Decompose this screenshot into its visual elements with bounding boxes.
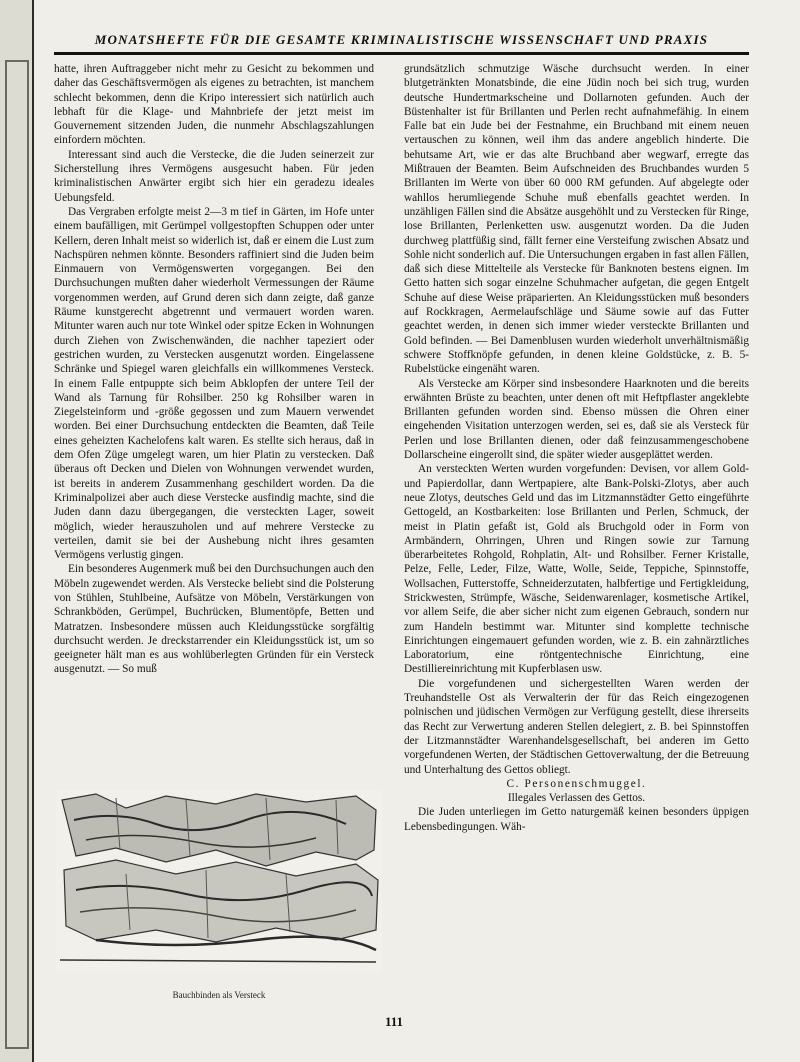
section-subheading: Illegales Verlassen des Gettos. [507, 792, 646, 805]
right-paragraph-4: Die vorgefundenen und sichergestellten Waren werden der Treuhandstelle Ost als Verwalterin der für das Reich eingezogenen polnischen und jüdischen Vermögen zur Verfügung gestellt, diese ihrerseits das Recht zur Verwertung anderen Stellen delegiert, z. B. bei Spinnstoffen der Litzmannstädter Warenhandelsgesellschaft, bei anderen im Getto vorgefundenen Werten, der Städtischen Gettoverwaltung, der die Betreuung und Unterhaltung des Gettos obliegt. [404, 677, 749, 776]
left-paragraph-2: Interessant sind auch die Verstecke, die die Juden seinerzeit zur Sicherstellung ihres Vermögens ausgesucht haben. Für jeden kriminalistischen Anwärter ergibt sich hier ein geradezu ideales Uebungsfeld. [54, 148, 374, 204]
adjacent-page-frame [5, 60, 29, 1049]
right-paragraph-1: grundsätzlich schmutzige Wäsche durchsucht werden. In einer blutgetränkten Monatsbinde, die eine Jüdin noch bei sich trug, wurden deutsche Hundertmarkscheine und Dollarnoten gefunden. Auch der Büstenhalter ist für Brillanten und Perlen recht aufnahmefähig. In einem Falle bat ein Jude bei der Festnahme, ein Bruchband mit einem neuen vertauschen zu können, weil ihm das andere angeblich hinderte. Die behutsame Art, wie er das alte Bruchband aber wegwarf, erregte das Mißtrauen der Beamten. Beim Aufschneiden des Bruchbandes wurden 5 Brillanten im Werte von über 60 000 RM gefunden. Auf abgelegte oder wahllos herumliegende Schuhe muß ebenfalls geachtet werden. In unzähligen Fällen sind die Absätze ausgehöhlt und zu Verstecken für Ringe, lose Brillanten, Perlenketten usw. ausgenutzt worden. Da die Juden durchweg plattfüßig sind, fällt ferner eine Versteifung zwischen Absatz und Sohle nicht sonderlich auf. Die Untersuchungen ergaben in fast allen Fällen, daß sich diese Mittelteile als Verstecke für Banknoten bestens eignen. Im Getto hatten sich sogar einzelne Schuhmacher aufgetan, die gegen Entgelt Schuhe auf diese Weise präparierten. An Kleidungsstücken muß besonders auf Rockkragen, Aermelaufschläge und Säume sowie auf das Futter geachtet werden, in denen sich immer wieder versteckte Brillanten und Gold befinden. — Bei Damenblusen wurden wiederholt unverhältnismäßig schwere Stoffknöpfe gefunden, in denen kleine Goldstücke, z. B. 5-Rubelstücke eingenäht waren. [404, 63, 749, 376]
figure-caption: Bauchbinden als Versteck [172, 990, 266, 1000]
closing-paragraph: Die Juden unterliegen im Getto naturgemäß keinen besonders üppigen Lebensbedingungen. Wäh- [404, 806, 749, 833]
running-header: MONATSHEFTE FÜR DIE GESAMTE KRIMINALISTISCHE WISSENSCHAFT UND PRAXIS [54, 30, 749, 55]
left-paragraph-1: hatte, ihren Auftraggeber nicht mehr zu Gesicht zu bekommen und daher das Geschäftsvermögen als eigenes zu betrachten, ist manchem schlecht bekommen, denn die Kripo interessiert sich natürlich auch lebhaft für die Klage- und Mahnbriefe der jetzt meist im Gouvernement sitzenden Juden, die nunmehr Abschlagszahlungen einfordern möchten. [54, 63, 374, 147]
left-paragraph-3: Das Vergraben erfolgte meist 2—3 m tief in Gärten, im Hofe unter einem baufälligen, mit Gerümpel vollgestopften Schuppen oder unter Kellern, deren Inhalt meist so widerlich ist, daß er einem die Lust zum Nachspüren nehmen könnte. Besonders raffiniert sind die Juden beim Einmauern von Vermögenswerten vorgegangen. Bei den Durchsuchungen mußten daher wiederholt Vermessungen der Räume vorgenommen werden, auf Grund deren sich dann zeigte, daß ganze Räume kunstgerecht abgetrennt und vermauert worden waren. Mitunter waren auch nur tote Winkel oder spitze Ecken in Wohnungen durch Ziehen von Zwischenwänden, die nachher tapeziert oder gestrichen wurden, zu Verstecken ausgenutzt worden. Eingelassene Schränke und Spiegel waren gleichfalls ein willkommenes Versteck. In einem Falle entpuppte sich beim Abklopfen der untere Teil der Wand als Tarnung für Rohsilber. 250 kg Rohsilber waren in Ziegelsteinform und -größe gegossen und zum Mauern verwendet worden. Bei einer Durchsuchung entdeckten die Beamten, daß Teile eines geheizten Kachelofens kalt waren. Es stellte sich heraus, daß in dem Ofen Züge umgelegt waren, um hier Platin zu verstecken. Daß überaus oft Decken und Dielen von Wohnungen verwendet wurden, ist bereits in anderem Zusammenhang geschildert worden. Da die Kriminalpolizei aber auch diese Verstecke ausfindig machte, sind die Juden dann dazu übergegangen, die versteckten Lager, soweit möglich, wieder herauszuholen und auf mehrere Verstecke zu verteilen, damit sie bei der Aushebung nicht ihres gesamten Vermögens verlustig gingen. [54, 205, 374, 562]
bandages-photo [56, 790, 382, 972]
section-heading: C. Personenschmuggel. [506, 777, 647, 790]
page-number: 111 [384, 1014, 404, 1029]
journal-page [34, 0, 800, 1062]
right-paragraph-3: An versteckten Werten wurden vorgefunden: Devisen, vor allem Gold- und Papierdollar, dann Wertpapiere, alte Bank-Polski-Zlotys, aber auch neue Zlotys, deutsches Geld und das im Litzmannstädter Getto eingeführte Gettogeld, an Kostbarkeiten: lose Brillanten und Perlen, Schmuck, der meist in Platin gefaßt ist, Gold als Bruchgold oder in Form von Armbändern, Ohrringen, Uhren und Ringen sowie zur Tarnung überarbeitetes Rohgold, Rohplatin, Alt- und Rohsilber. Ferner Kristalle, Pelze, Felle, Leder, Filze, Watte, Wolle, Seide, Teppiche, Spinnstoffe, Wollsachen, Futterstoffe, Schneiderzutaten, halbfertige und Fertigkleidung, Strickwesten, Strümpfe, Wäsche, Seidenwarenlager, kosmetische Artikel, vor allem Seife, die aber sicher nicht zum eigenen Gebrauch, sondern nur zum Handeln bestimmt war. Mitunter sind komplette technische Einrichtungen eingemauert gefunden worden, wie z. B. ein zahnärztliches Laboratorium, eine röntgentechnische Einrichtung, eine Destilliereinrichtung mit Kupferblasen usw. [404, 463, 749, 676]
right-column [404, 62, 749, 1007]
left-column [54, 62, 374, 782]
adjacent-page-edge [0, 0, 34, 1062]
left-paragraph-4: Ein besonderes Augenmerk muß bei den Durchsuchungen auch den Möbeln zugewendet werden. Als Verstecke beliebt sind die Polsterung von Stühlen, Stuhlbeine, Aufsätze von Möbeln, Verstärkungen von Schrankböden, Gerümpel, Buchrücken, Blumentöpfe, Betten und Matratzen. Insbesondere müssen auch Kleidungsstücke sorgfältig durchsucht werden. Je dreckstarrender ein Kleidungsstück ist, um so geeigneter hält man es aus wohlüberlegten Gründen für ein Versteck ausgenutzt. — So muß [54, 563, 374, 676]
right-paragraph-2: Als Verstecke am Körper sind insbesondere Haarknoten und die bereits erwähnten Brüste zu beachten, unter denen oft mit Heftpflaster angeklebte Brillanten gefunden worden sind. Ebenso müssen die Ohren einer eingehenden Visitation unterzogen werden, sei es, daß sie als Versteck für Perlen und lose Brillanten dienen, oder daß feinzusammengeschobene Dollarscheine eingerollt sind, die später wieder ausgeplättet werden. [404, 377, 749, 462]
photo-figure [56, 790, 382, 972]
